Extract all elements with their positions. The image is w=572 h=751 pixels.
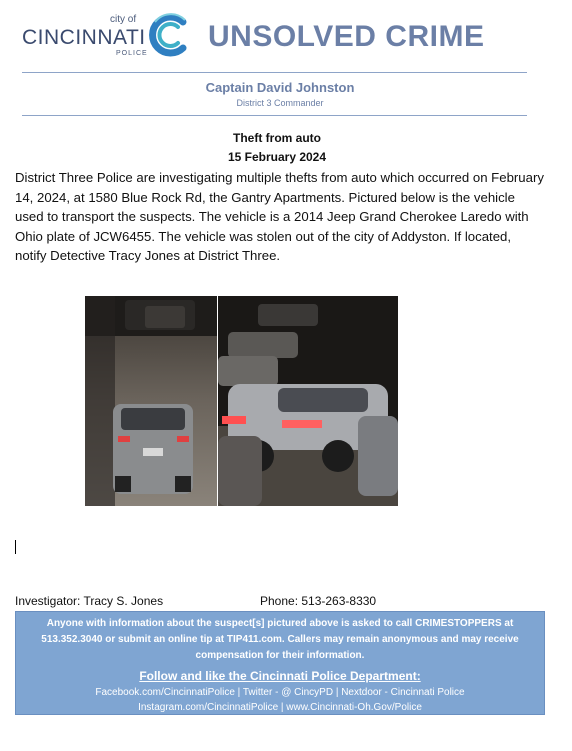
case-description: District Three Police are investigating multiple thefts from auto which occurred on February 14, 2024, at 1580 Blue Rock Rd, the Gantry Apartments. Pictured below is the vehicle used to transport the suspects. The vehicle is a 2014 Jeep Grand Cherokee Laredo with Ohio plate of JCW6455. The vehicle was stolen out of the city of Addyston. If located, notify Detective Tracy Jones at District Three. — [15, 170, 544, 264]
logo-city-name: CINCINNATI — [22, 26, 146, 49]
logo-city-of: city of — [110, 14, 137, 25]
cincinnati-police-logo — [22, 12, 194, 62]
social-links-line-1[interactable]: Facebook.com/CincinnatiPolice | Twitter - @ CincyPD | Nextdoor - Cincinnati Police — [95, 687, 465, 698]
divider-top — [22, 72, 527, 73]
vehicle-side-image — [218, 296, 398, 506]
commander-title: District 3 Commander — [236, 98, 324, 108]
suspect-vehicle-photo-side — [218, 296, 398, 506]
captain-name: Captain David Johnston — [205, 80, 355, 95]
logo-c-mark-icon — [145, 12, 191, 58]
social-links-line-2[interactable]: Instagram.com/CincinnatiPolice | www.Cincinnati-Oh.Gov/Police — [138, 702, 422, 713]
divider-bottom — [22, 115, 527, 116]
logo-police: POLICE — [116, 50, 148, 57]
follow-link[interactable]: Follow and like the Cincinnati Police Department: — [139, 669, 421, 683]
crimestoppers-notice: Anyone with information about the suspect[s] pictured above is asked to call CRIMESTOPPERS at 513.352.3040 or submit an online tip at TIP411.com. Callers may remain anonymous and may receive compensation for their information. — [41, 618, 519, 661]
crimestoppers-footer — [15, 611, 545, 715]
investigator-phone: Phone: 513-263-8330 — [260, 594, 377, 608]
page-title: UNSOLVED CRIME — [208, 20, 485, 53]
vehicle-rear-image — [85, 296, 217, 506]
case-title: Theft from auto — [233, 131, 321, 145]
case-date: 15 February 2024 — [227, 150, 327, 164]
text-cursor — [15, 540, 16, 554]
investigator-name: Investigator: Tracy S. Jones — [15, 594, 164, 608]
suspect-vehicle-photo-rear — [85, 296, 217, 506]
